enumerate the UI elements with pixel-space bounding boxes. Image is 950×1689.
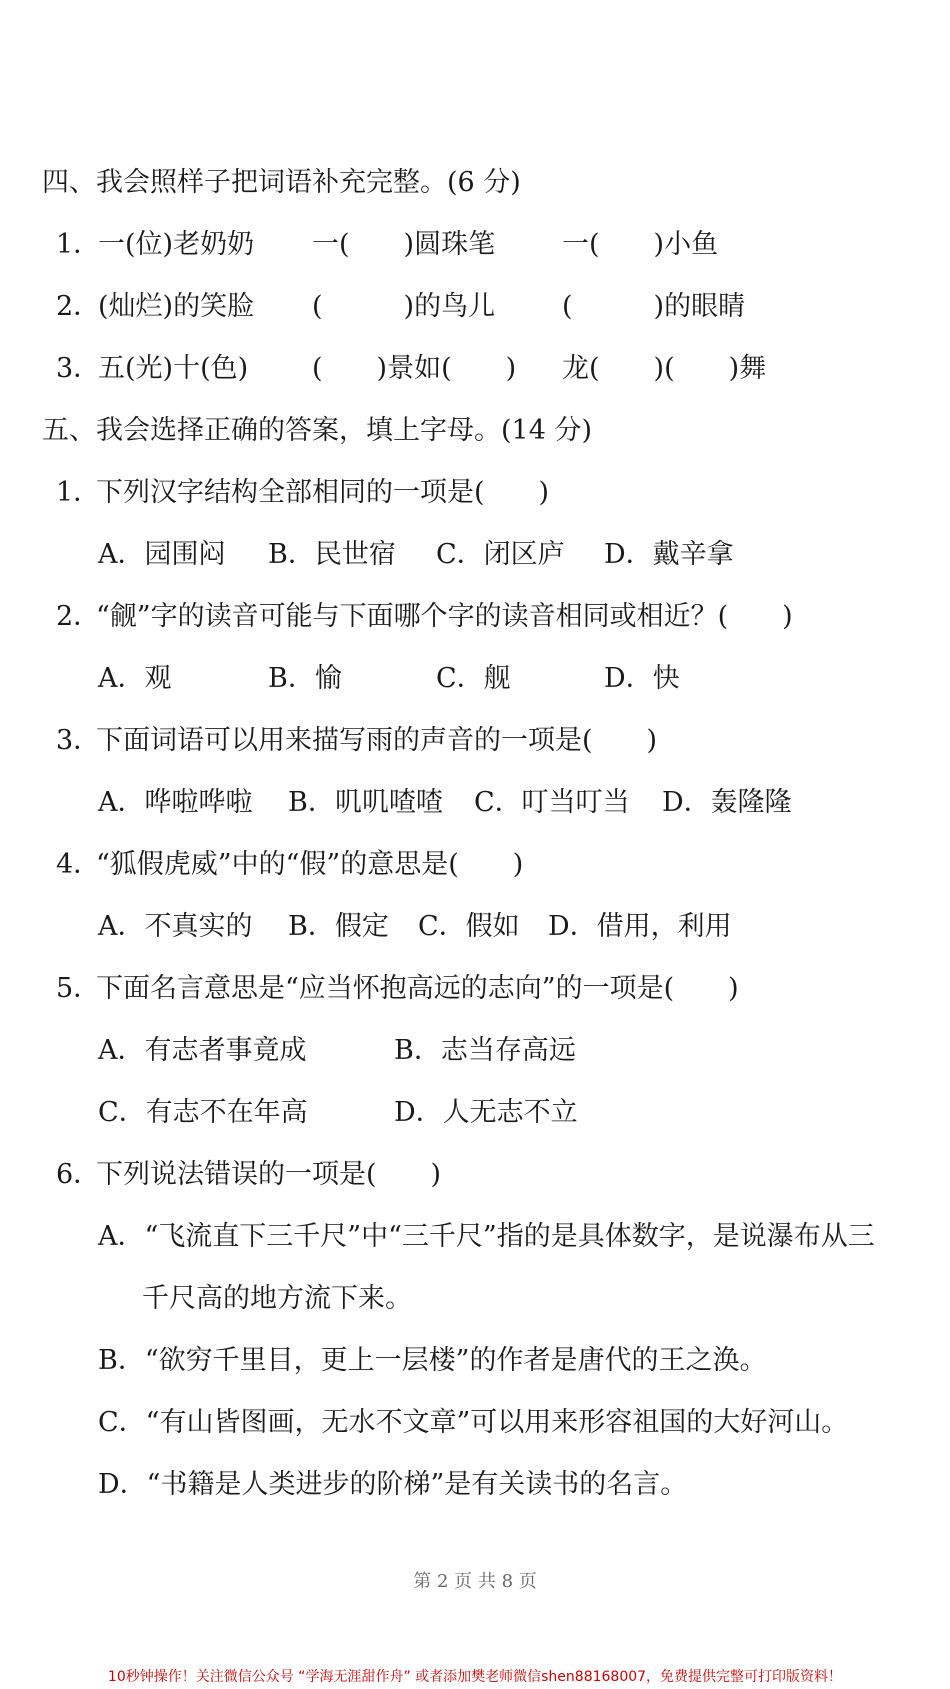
s4-r3-item-1: 五(光)十(色): [98, 353, 249, 384]
s4-r1-item-2: 一( )圆珠笔: [312, 229, 496, 260]
q5-option-c: C．有志不在年高: [98, 1097, 308, 1128]
question-6: 6．下列说法错误的一项是( ): [56, 1159, 442, 1190]
s4-row-1: 1．: [56, 229, 101, 260]
q3-option-a: A．哗啦哗啦: [98, 787, 253, 818]
q2-option-b: B．愉: [268, 663, 342, 694]
question-3: 3．下面词语可以用来描写雨的声音的一项是( ): [56, 725, 658, 756]
q3-option-b: B．叽叽喳喳: [288, 787, 443, 818]
promo-banner: 10秒钟操作！关注微信公众号 “学海无涯甜作舟” 或者添加樊老师微信shen88168007，免费提供完整可打印版资料！: [107, 1669, 843, 1685]
q6-option-c: C．“有山皆图画，无水不文章”可以用来形容祖国的大好河山。: [98, 1407, 849, 1438]
s4-r3-item-3: 龙( )( )舞: [562, 353, 767, 384]
q6-option-d: D．“书籍是人类进步的阶梯”是有关读书的名言。: [98, 1469, 688, 1500]
question-2: 2．“觎”字的读音可能与下面哪个字的读音相同或相近？( ): [56, 601, 793, 632]
question-5: 5．下面名言意思是“应当怀抱高远的志向”的一项是( ): [56, 973, 739, 1004]
q1-option-a: A．园围闷: [98, 539, 226, 570]
s4-r2-item-1: (灿烂)的笑脸: [98, 291, 255, 322]
q6-option-b: B．“欲穷千里目，更上一层楼”的作者是唐代的王之涣。: [98, 1345, 767, 1376]
s4-r3-item-2: ( )景如( ): [312, 353, 517, 384]
question-1: 1．下列汉字结构全部相同的一项是( ): [56, 477, 550, 508]
page-number: 第 2 页 共 8 页: [413, 1571, 537, 1592]
s4-r1-item-3: 一( )小鱼: [562, 229, 719, 260]
q1-option-c: C．闭区庐: [436, 539, 565, 570]
s4-r1-item-1: 一(位)老奶奶: [98, 229, 255, 260]
q2-option-d: D．快: [604, 663, 680, 694]
question-4: 4．“狐假虎威”中的“假”的意思是( ): [56, 849, 524, 880]
q5-option-b: B．志当存高远: [394, 1035, 576, 1066]
s4-r2-item-3: ( )的眼睛: [562, 291, 746, 322]
q3-option-d: D．轰隆隆: [662, 787, 792, 818]
q2-option-c: C．舰: [436, 663, 511, 694]
s4-row-3: 3．: [56, 353, 101, 384]
s4-r2-item-2: ( )的鸟儿: [312, 291, 496, 322]
q4-option-c: C．假如: [418, 911, 520, 942]
q6-option-a-cont: 千尺高的地方流下来。: [142, 1283, 412, 1314]
s4-row-2: 2．: [56, 291, 101, 322]
q2-option-a: A．观: [98, 663, 172, 694]
q3-option-c: C．叮当叮当: [474, 787, 630, 818]
q4-option-d: D．借用，利用: [548, 911, 732, 942]
q4-option-a: A．不真实的: [98, 911, 253, 942]
q5-option-a: A．有志者事竟成: [98, 1035, 307, 1066]
section-4-title: 四、我会照样子把词语补充完整。(6 分): [42, 167, 521, 198]
q1-option-b: B．民世宿: [268, 539, 396, 570]
q1-option-d: D．戴辛拿: [604, 539, 734, 570]
section-5-title: 五、我会选择正确的答案，填上字母。(14 分): [42, 415, 593, 446]
q6-option-a: A．“飞流直下三千尺”中“三千尺”指的是具体数字，是说瀑布从三: [98, 1221, 875, 1252]
q5-option-d: D．人无志不立: [394, 1097, 578, 1128]
q4-option-b: B．假定: [288, 911, 389, 942]
